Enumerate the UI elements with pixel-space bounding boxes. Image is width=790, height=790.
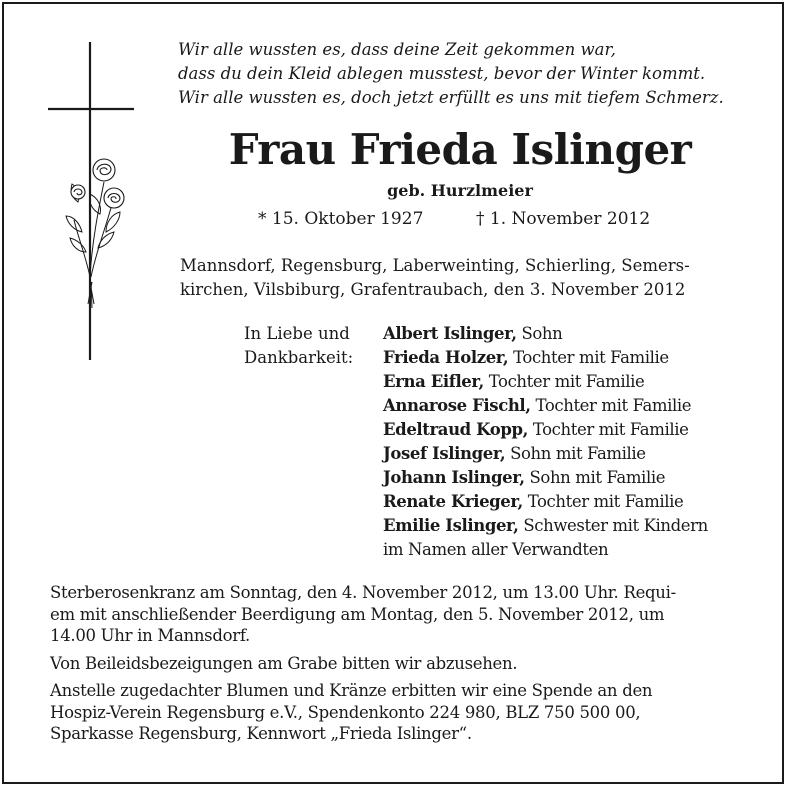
mourner-relation: Tochter mit Familie [488, 372, 645, 391]
places-line: Mannsdorf, Regensburg, Laberweinting, Schierling, Semers- [180, 256, 690, 275]
death-date: † 1. November 2012 [476, 209, 651, 229]
mourner-row [383, 346, 763, 370]
mourners-footer: im Namen aller Verwandten [383, 540, 609, 559]
mourner-relation: Sohn mit Familie [529, 468, 666, 487]
places-and-date [180, 254, 746, 302]
mourners-list [383, 322, 763, 562]
poem [178, 38, 758, 110]
donation-line: Hospiz-Verein Regensburg e.V., Spendenkonto 224 980, BLZ 750 500 00, [50, 702, 641, 722]
notices [50, 582, 744, 751]
mourner-name: Johann Islinger, [383, 468, 525, 487]
poem-line: dass du dein Kleid ablegen musstest, bevor der Winter kommt. [178, 64, 706, 83]
mourner-name: Albert Islinger, [383, 324, 517, 343]
donation-notice [50, 680, 744, 745]
cross-with-roses-icon [48, 42, 138, 362]
condolences-line: Von Beileidsbezeigungen am Grabe bitten wir abzusehen. [50, 653, 518, 673]
places-line: kirchen, Vilsbiburg, Grafentraubach, den 3. November 2012 [180, 280, 686, 299]
condolences-notice [50, 653, 744, 675]
mourner-relation: Schwester mit Kindern [523, 516, 708, 535]
rosary-line: 14.00 Uhr in Mannsdorf. [50, 626, 250, 645]
rosary-line: em mit anschließender Beerdigung am Montag, den 5. November 2012, um [50, 604, 665, 624]
life-dates [258, 206, 758, 232]
thanks-label-line: In Liebe und [244, 324, 350, 343]
mourner-name: Edeltraud Kopp, [383, 420, 528, 439]
rosary-notice [50, 582, 744, 647]
mourner-relation: Tochter mit Familie [532, 420, 689, 439]
mourner-relation: Tochter mit Familie [513, 348, 669, 367]
rosary-line: Sterberosenkranz am Sonntag, den 4. November 2012, um 13.00 Uhr. Requi- [50, 583, 676, 602]
thanks-label [244, 322, 384, 370]
mourner-relation: Tochter mit Familie [535, 396, 692, 415]
thanks-label-line: Dankbarkeit: [244, 348, 354, 367]
mourner-name: Renate Krieger, [383, 492, 523, 511]
mourner-row [383, 442, 763, 466]
deceased-name: Frau Frieda Islinger [228, 125, 692, 174]
birth-date: * 15. Oktober 1927 [258, 209, 424, 229]
mourner-row [383, 514, 763, 538]
maiden-name: geb. Hurzlmeier [387, 181, 533, 200]
mourner-row [383, 490, 763, 514]
mourner-relation: Sohn [521, 324, 563, 343]
mourner-name: Frieda Holzer, [383, 348, 509, 367]
mourner-row [383, 370, 763, 394]
mourner-name: Josef Islinger, [383, 444, 506, 463]
mourner-row [383, 466, 763, 490]
donation-line: Anstelle zugedachter Blumen und Kränze erbitten wir eine Spende an den [50, 681, 653, 700]
mourner-relation: Tochter mit Familie [527, 492, 684, 511]
mourner-row [383, 322, 763, 346]
poem-line: Wir alle wussten es, doch jetzt erfüllt es uns mit tiefem Schmerz. [178, 88, 724, 107]
mourner-name: Erna Eifler, [383, 372, 484, 391]
mourner-row [383, 394, 763, 418]
mourner-row [383, 418, 763, 442]
donation-line: Sparkasse Regensburg, Kennwort „Frieda Islinger“. [50, 724, 472, 743]
mourner-name: Annarose Fischl, [383, 396, 531, 415]
mourner-name: Emilie Islinger, [383, 516, 519, 535]
mourner-relation: Sohn mit Familie [510, 444, 646, 463]
poem-line: Wir alle wussten es, dass deine Zeit gekommen war, [178, 40, 616, 59]
